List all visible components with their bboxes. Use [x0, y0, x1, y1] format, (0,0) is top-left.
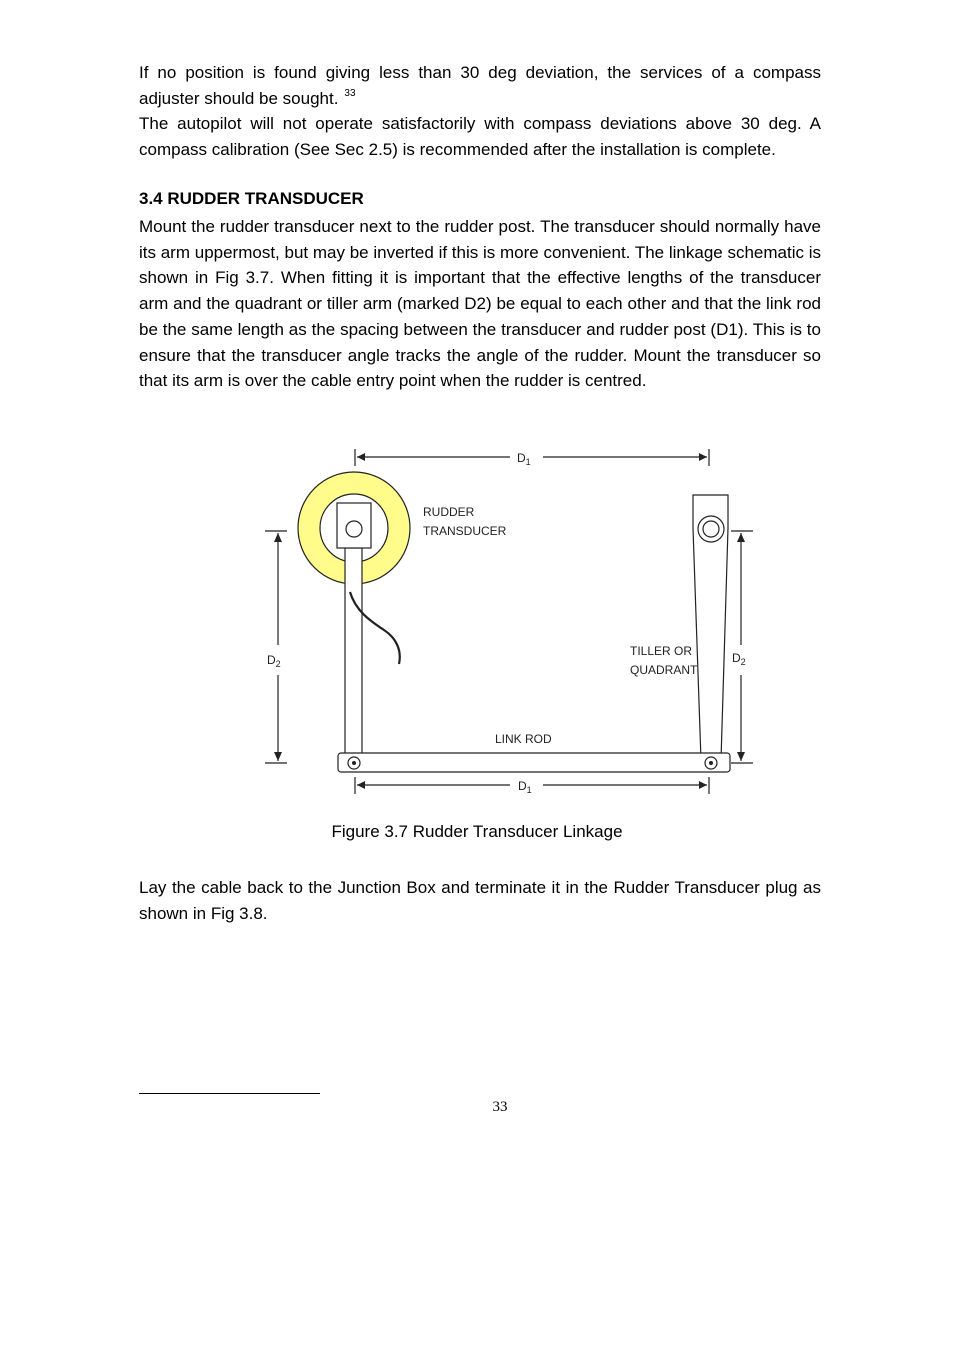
paragraph-compass-calibration: The autopilot will not operate satisfactorily with compass deviations above 30 deg. A compass calibration (See Sec 2.5) is recommended after the installation is complete. — [139, 114, 821, 159]
rudder-transducer-label-line1: RUDDER — [423, 505, 475, 519]
d1-top-left-arrow — [357, 453, 365, 461]
d2-right-label: $D_2$ — [732, 651, 746, 667]
d2-right-bottom-arrow — [737, 752, 745, 761]
d1-bottom-label: $D_1$ — [518, 779, 532, 795]
transducer-arm — [345, 548, 362, 756]
d1-bottom-left-arrow — [357, 781, 365, 789]
rudder-transducer-label-line2: TRANSDUCER — [423, 524, 507, 538]
transducer-pivot — [346, 521, 362, 537]
d1-top-right-arrow — [699, 453, 707, 461]
rudder-post-inner — [703, 521, 719, 537]
footnote-reference[interactable]: 33 — [344, 87, 356, 99]
link-rod-label: LINK ROD — [495, 732, 552, 746]
paragraph-cable: Lay the cable back to the Junction Box and terminate it in the Rudder Transducer plug as shown in Fig 3.8. — [139, 878, 821, 923]
section-heading: 3.4 RUDDER TRANSDUCER — [139, 189, 364, 208]
link-rod — [338, 753, 730, 772]
d2-left-top-arrow — [274, 533, 282, 542]
footnote-separator — [139, 1093, 320, 1094]
d2-left-label: $D_2$ — [267, 653, 281, 669]
link-rod-left-joint-pin — [352, 761, 356, 765]
d1-bottom-right-arrow — [699, 781, 707, 789]
footnote-number: 33 — [492, 1099, 508, 1115]
paragraph-compass-adjuster-text: If no position is found giving less than 30 deg deviation, the services of a compass adjuster should be sought. — [139, 63, 821, 108]
paragraph-rudder-transducer: Mount the rudder transducer next to the rudder post. The transducer should normally have its arm uppermost, but may be inverted if this is more convenient. The linkage schematic is shown in Fig 3.7. When fitting it is important that the effective lengths of the transducer arm and the quadrant or tiller arm (marked D2) be equal to each other and that the link rod be the same length as the spacing between the transducer and rudder post (D1). This is to ensure that the transducer angle tracks the angle of the rudder. Mount the transducer so that its arm is over the cable entry point when the rudder is centred. — [139, 217, 821, 391]
figure-caption: Figure 3.7 Rudder Transducer Linkage — [331, 822, 623, 841]
d2-left-bottom-arrow — [274, 752, 282, 761]
d1-top-label: $D_1$ — [517, 451, 531, 467]
tiller-label-line2: QUADRANT — [630, 663, 698, 677]
tiller-label-line1: TILLER OR — [630, 644, 693, 658]
link-rod-right-joint-pin — [709, 761, 713, 765]
d2-right-top-arrow — [737, 533, 745, 542]
